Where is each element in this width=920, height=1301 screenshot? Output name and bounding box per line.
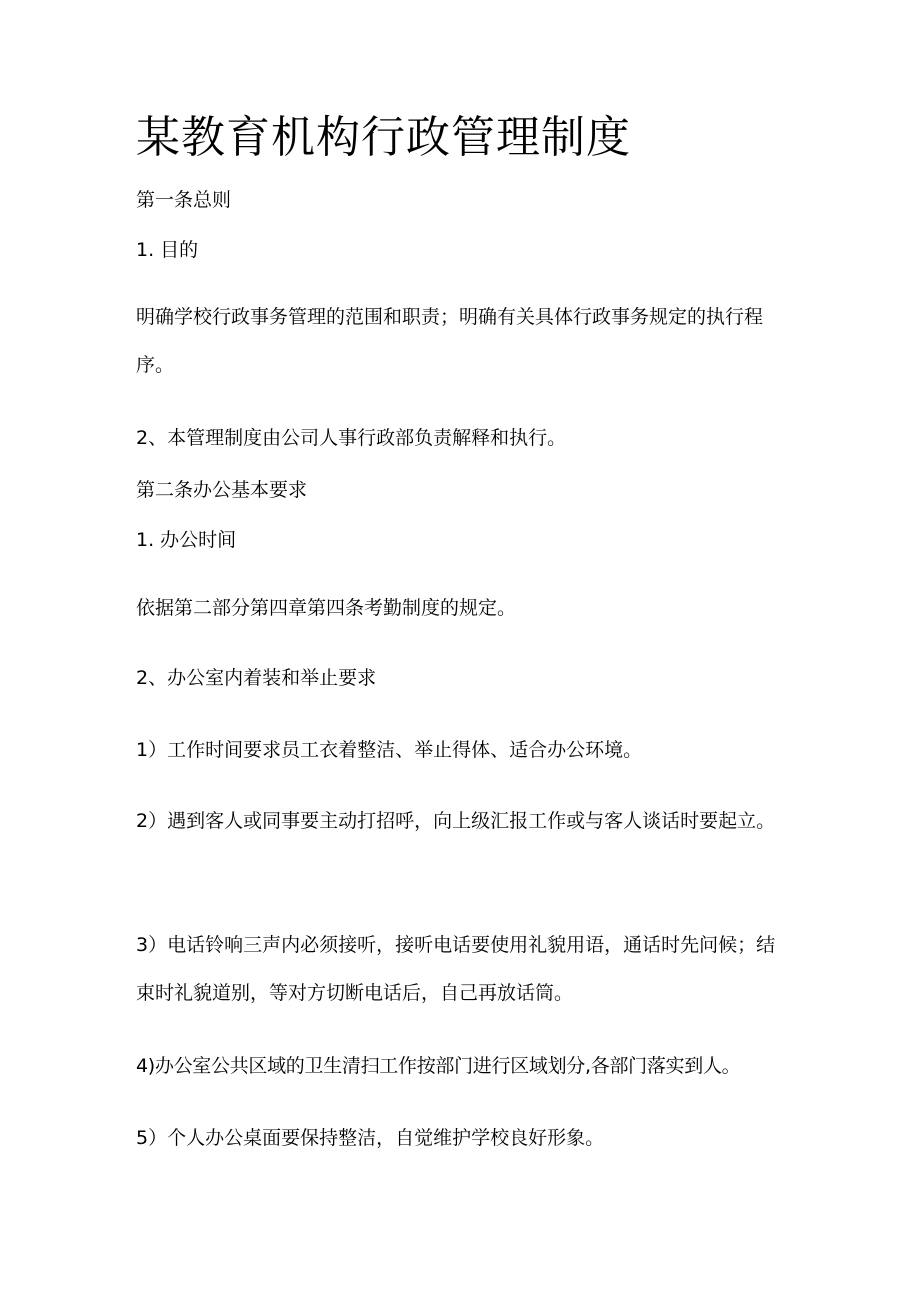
document-title: 某教育机构行政管理制度	[136, 112, 631, 163]
office-hours-text: 依据第二部分第四章第四条考勤制度的规定。	[136, 597, 517, 619]
section2-heading: 第二条办公基本要求	[136, 479, 308, 501]
item1-label: 1. 目的	[136, 239, 199, 261]
rule-1: 1）工作时间要求员工衣着整洁、举止得体、适合办公环境。	[136, 739, 643, 761]
rule-4: 4)办公室公共区域的卫生清扫工作按部门进行区域划分,各部门落实到人。	[136, 1055, 741, 1077]
section1-heading: 第一条总则	[136, 189, 232, 211]
rule-5: 5）个人办公桌面要保持整洁，自觉维护学校良好形象。	[136, 1127, 605, 1149]
rule-2: 2）遇到客人或同事要主动打招呼，向上级汇报工作或与客人谈话时要起立。	[136, 810, 776, 832]
item2-text: 2、本管理制度由公司人事行政部负责解释和执行。	[136, 427, 567, 449]
rule-3: 3）电话铃响三声内必须接听，接听电话要使用礼貌用语，通话时先问候；结束时礼貌道别，等对方切断电话后，自己再放话筒。	[136, 934, 776, 1004]
office-hours-label: 1. 办公时间	[136, 529, 237, 551]
dress-label: 2、办公室内着装和举止要求	[136, 667, 377, 689]
item1-text: 明确学校行政事务管理的范围和职责；明确有关具体行政事务规定的执行程序。	[136, 306, 764, 376]
